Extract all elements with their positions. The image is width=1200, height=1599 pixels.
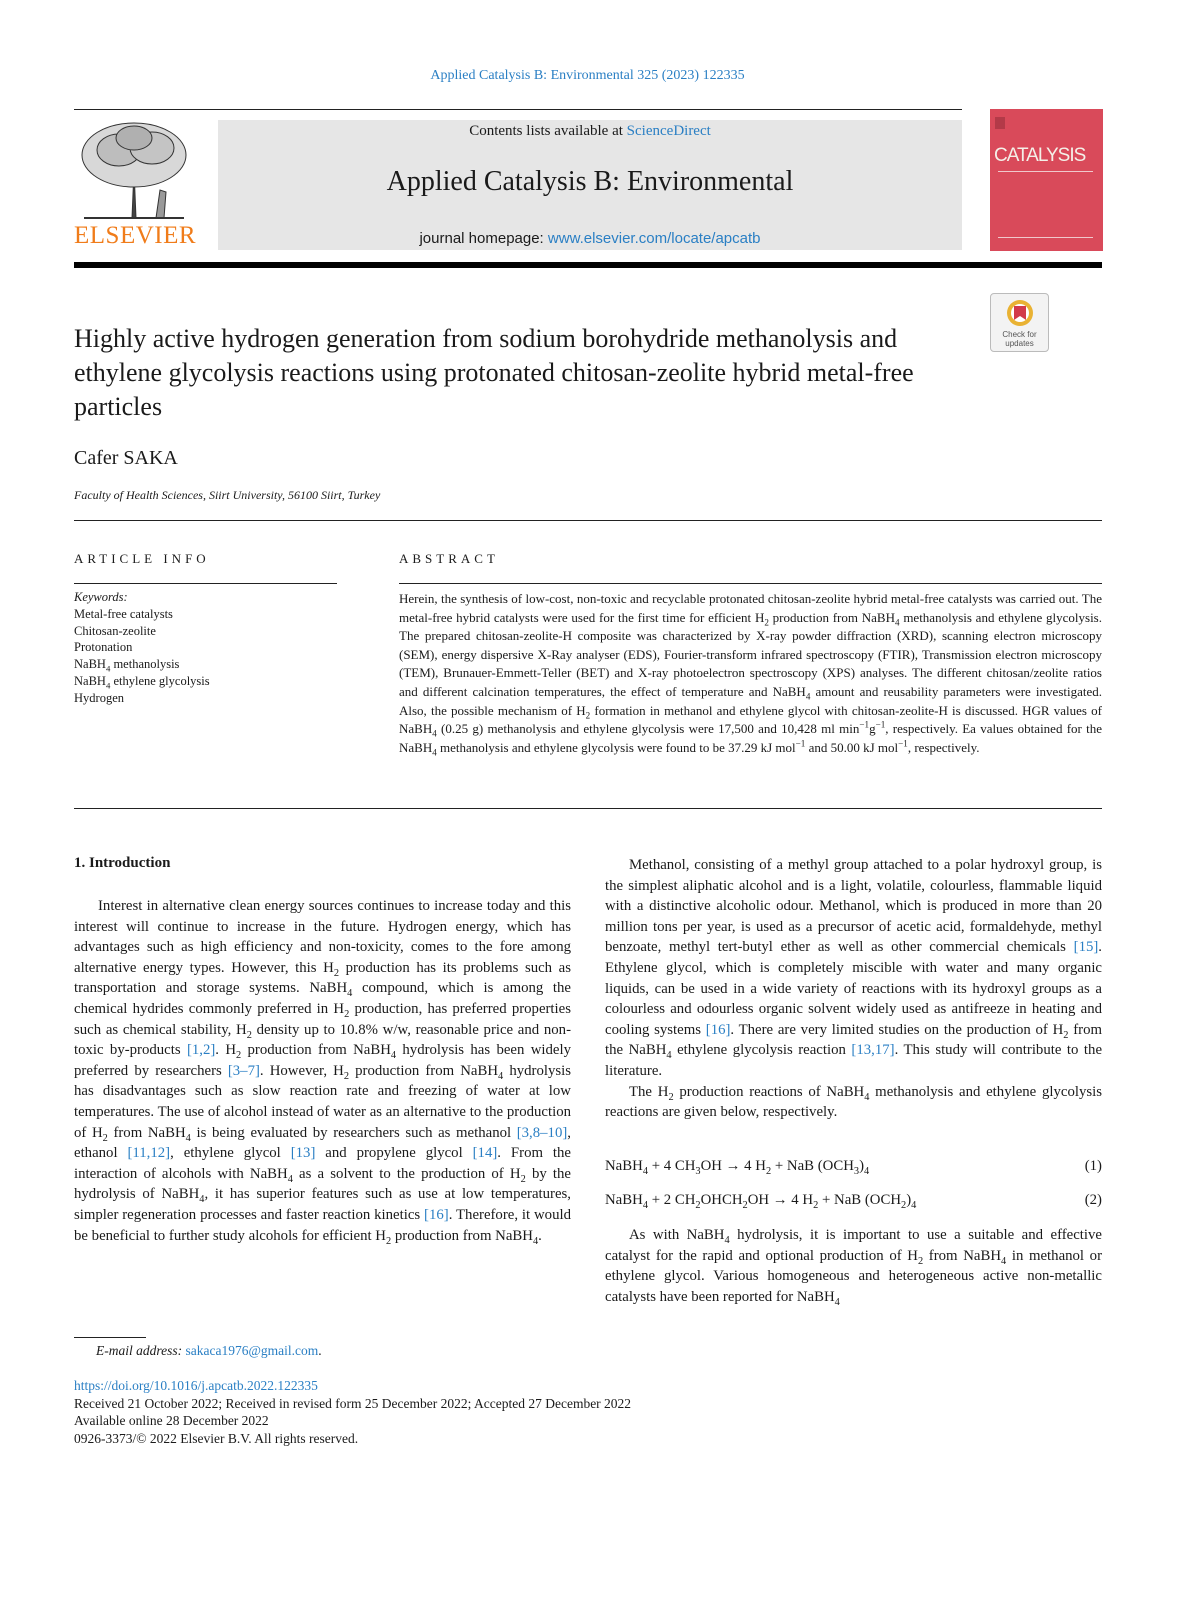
citation-link: [13] (290, 1145, 316, 1162)
equation-1 (605, 1158, 1102, 1175)
keyword-item: NaBH$_4$ ethylene glycolysis (74, 673, 210, 691)
introduction-paragraph-catalyst: As with NaBH$_4$ hydrolysis, it is important to use a suitable and effective catalyst for the rapid and optional production of $H_2$ from NaBH$_4$ in methanol or ethylene glycol. Various homogeneous and heterogeneous active non-metallic catalysts have been reported for NaBH$_4$ (605, 1227, 1103, 1308)
copyright-notice: 0926-3373/© 2022 Elsevier B.V. All rights reserved. (74, 1430, 359, 1446)
keyword-item: NaBH$_4$ methanolysis (74, 657, 180, 674)
citation-link: [11,12] (127, 1145, 171, 1162)
journal-banner (218, 120, 962, 250)
abstract-bottom-rule (74, 808, 1102, 809)
homepage-line (218, 230, 962, 247)
author-name[interactable]: Cafer SAKA (74, 447, 178, 469)
keyword-item: Hydrogen (74, 690, 124, 705)
equation-1-number: (1) (1084, 1158, 1102, 1174)
elsevier-logo[interactable] (74, 120, 197, 254)
equation-1-body: NaBH$_4$ + 4 $CH_3OH \to 4$ $H_2$ + NaB $(OCH_3)_4$ (605, 1158, 870, 1177)
citation-link: [13,17] (851, 1042, 895, 1059)
homepage-link[interactable]: www.elsevier.com/locate/apcatb (547, 230, 761, 247)
journal-reference-link[interactable]: Applied Catalysis B: Environmental 325 (2023) 122335 (430, 68, 745, 83)
badge-text-2: updates (1005, 339, 1034, 348)
check-for-updates-badge[interactable] (990, 293, 1049, 352)
header-bottom-rule (74, 262, 1102, 268)
citation-link: [16] (705, 1021, 731, 1038)
citation-link: [1,2] (186, 1042, 216, 1059)
received-dates: Received 21 October 2022; Received in revised form 25 December 2022; Accepted 27 December 2022 (74, 1395, 632, 1411)
equation-2-number: (2) (1084, 1192, 1102, 1208)
introduction-paragraph-1: Interest in alternative clean energy sources continues to increase today and this interest will continue to increase in the future. Hydrogen energy, which has advantages such as high efficiency and non-toxicity, comes to the fore among alternative energy types. However, this $H_2$ production has its problems such as transportation and storage systems. NaBH$_4$ compound, which is among the chemical hydrides commonly preferred in $H_2$ production, has preferred properties such as chemical stability, $H_2$ density up to 10.8% w/w, reasonable price and non-toxic by-products [1,2]. $H_2$ production from NaBH$_4$ hydrolysis has been widely preferred by researchers [3–7]. However, $H_2$ production from NaBH$_4$ hydrolysis has disadvantages such as slow reaction rate and freezing of water at low temperatures. The use of alcohol instead of water as an alternative to the production of $H_2$ from NaBH$_4$ is being evaluated by researchers such as methanol [3,8–10], ethanol [11,12], ethylene glycol [13] and propylene glycol [14]. From the interaction of alcohols with NaBH$_4$ as a solvent to the production of $H_2$ by the hydrolysis of NaBH$_4$, it has superior features such as use at low temperatures, simpler regeneration processes and faster reaction kinetics [16]. Therefore, it would be beneficial to further study alcohols for efficient $H_2$ production from NaBH$_4$. (74, 898, 572, 1247)
elsevier-tree-icon (74, 120, 194, 220)
abstract-text: Herein, the synthesis of low-cost, non-toxic and recyclable protonated chitosan-zeolite hybrid metal-free catalysts was carried out. The metal-free hybrid catalysts were used for the first time for efficient $H_2$ production from NaBH$_4$ methanolysis and ethylene glycolysis. The prepared chitosan-zeolite-H composite was characterized by X-ray powder diffraction (XRD), scanning electron microscopy (SEM), energy dispersive X-Ray analyser (EDS), Fourier-transform infrared spectroscopy (FTIR), Transmission electron microscopy (TEM), Brunauer-Emmett-Teller (BET) and X-ray photoelectron spectroscopy (XPS) analyses. The different chitosan/zeolite ratios and different calcination temperatures, the effect of temperature and NaBH$_4$ amount and reusability parameters were investigated. Also, the possible mechanism of $H_2$ formation in methanol and ethylene glycol with chitosan-zeolite-H is discussed. HGR values of NaBH$_4$ (0.25 g) methanolysis and ethylene glycolysis were 17,500 and 10,428 ml $\min^{-1}g^{-1}$, respectively. Ea values obtained for the NaBH$_4$ methanolysis and ethylene glycolysis were found to be 37.29 kJ mol$^{-1}$ and 50.00 kJ mol$^{-1}$, respectively. (399, 591, 1103, 758)
author-affiliation: Faculty of Health Sciences, Siirt University, 56100 Siirt, Turkey (74, 488, 381, 502)
introduction-column-2: Methanol, consisting of a methyl group attached to a polar hydroxyl group, is the simplest aliphatic alcohol and is a light, volatile, colourless, flammable liquid with a distinctive alcoholic odour. Methanol, which is produced in more than 20 million tons per year, is used as a precursor of acetic acid, formaldehyde, methyl benzoate, methyl tert-butyl ether as well as other commercial chemicals [15]. Ethylene glycol, which is completely miscible with water and many organic liquids, can be used in a wide variety of reactions with its hydroxyl groups as a colourless and odourless organic solvent widely used as antifreeze in heating and cooling systems [16]. There are very limited studies on the production of $H_2$ from the NaBH$_4$ ethylene glycolysis reaction [13,17]. This study will contribute to the literature. The $H_2$ production reactions of NaBH$_4$ methanolysis and ethylene glycolysis reactions are given below, respectively. (605, 857, 1103, 1121)
footnote-rule (74, 1337, 146, 1338)
abstract-heading: ABSTRACT (399, 551, 499, 566)
header-top-rule (74, 109, 962, 110)
cover-logo-mark (995, 117, 1005, 129)
journal-title: Applied Catalysis B: Environmental (386, 166, 794, 197)
citation-link: [3,8–10] (516, 1124, 568, 1141)
sciencedirect-link[interactable]: ScienceDirect (626, 123, 711, 139)
contents-line (218, 123, 962, 140)
cover-title: CATALYSIS (994, 145, 1086, 166)
citation-link: [3–7] (227, 1062, 260, 1079)
badge-text-1: Check for (1002, 330, 1037, 339)
article-info-heading: ARTICLE INFO (74, 551, 210, 566)
keywords-block (74, 589, 334, 707)
homepage-prefix: journal homepage: (419, 230, 548, 247)
introduction-heading: 1. Introduction (74, 855, 171, 871)
abstract-rule (399, 583, 1102, 584)
equation-2-body: NaBH$_4$ + 2 $CH_2OHCH_2OH \to 4$ $H_2$ + NaB $(OCH_2)_4$ (605, 1192, 917, 1211)
keywords-label: Keywords: (74, 590, 128, 604)
doi-link[interactable]: https://doi.org/10.1016/j.apcatb.2022.122335 (74, 1378, 318, 1393)
equation-2 (605, 1192, 1102, 1209)
citation-link: [14] (472, 1145, 498, 1162)
citation-link: [15] (1073, 939, 1099, 956)
journal-cover-thumbnail[interactable] (990, 109, 1103, 251)
cover-bottom-rule (998, 237, 1093, 238)
article-title: Highly active hydrogen generation from sodium borohydride methanolysis and ethylene glycolysis reactions using protonated chitosan-zeolite hybrid metal-free particles (74, 324, 914, 421)
cover-rule (998, 171, 1093, 172)
email-footnote: E-mail address: sakaca1976@gmail.com. (96, 1343, 322, 1358)
available-online: Available online 28 December 2022 (74, 1413, 269, 1428)
citation-link: [16] (424, 1206, 449, 1223)
contents-prefix: Contents lists available at (469, 123, 627, 139)
affiliation-rule (74, 520, 1102, 521)
article-metadata (74, 1377, 631, 1447)
check-updates-icon (1005, 298, 1035, 328)
keyword-item: Metal-free catalysts (74, 606, 173, 621)
elsevier-wordmark: ELSEVIER (74, 222, 197, 249)
article-info-rule (74, 583, 337, 584)
keyword-item: Protonation (74, 640, 133, 655)
email-link[interactable]: sakaca1976@gmail.com (185, 1343, 319, 1358)
email-label: E-mail address: (96, 1343, 183, 1358)
keyword-item: Chitosan-zeolite (74, 623, 156, 638)
